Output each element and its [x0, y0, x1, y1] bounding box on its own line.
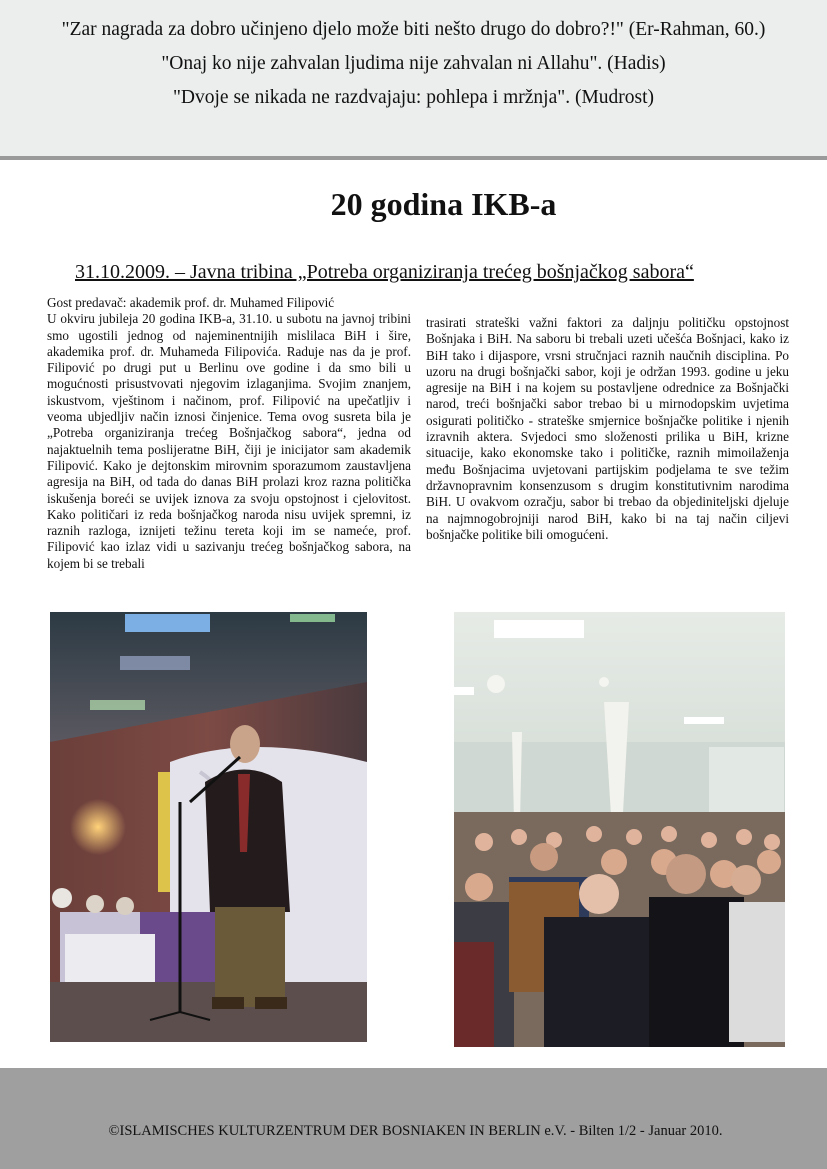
- footer-copyright: ©ISLAMISCHES KULTURZENTRUM DER BOSNIAKEN IN BERLIN e.V. - Bilten 1/2 - Januar 2010.: [108, 1123, 723, 1139]
- article-column-left: [47, 295, 411, 572]
- guest-speaker-line: Gost predavač: akademik prof. dr. Muhamed Filipović: [47, 295, 335, 310]
- speaker-photo: [50, 612, 367, 1042]
- audience-photo-image: [454, 612, 785, 1047]
- quote-quran: "Zar nagrada za dobro učinjeno djelo može biti nešto drugo do dobro?!" (Er-Rahman, 60.): [61, 19, 766, 40]
- audience-photo: [454, 612, 785, 1047]
- quote-hadith: "Onaj ko nije zahvalan ljudima nije zahvalan ni Allahu". (Hadis): [161, 53, 666, 74]
- article-text-right: trasirati strateški važni faktori za daljnju političku opstojnost Bošnjaka i BiH. Na saboru bi trebali uzeti učešća Bošnjaci, kako iz BiH tako i dijaspore, vrsni stručnjaci raznih naučnih disciplina. Po uzoru na drugi bošnjački sabor, koji je održan 1993. godine u jeku agresije na BiH i na kojem su postavljene odrednice za Bošnjački narod, treći bošnjački sabor trebao bi u mirnodopskim uvjetima osigurati političko - strateške smjernice bošnjačke politike i njenih izravnih aktera. Svjedoci smo složenosti prilika u BiH, krizne situacije, kako ekonomske tako i političke, raznih mimoilaženja među Bošnjacima uvjetovani partijskim podjelama te sve težim državnopravnim konsenzusom s drugim konstitutivnim narodima BiH. U ovakvom ozračju, sabor bi trebao da objediniteljski djeluje na najmnogobrojniji narod BiH, kako bi na taj način ciljevi bošnjačke politike bili omogućeni.: [426, 315, 789, 542]
- speaker-photo-image: [50, 612, 367, 1042]
- page-title: 20 godina IKB-a: [330, 186, 557, 222]
- article-column-right: [426, 315, 789, 543]
- article-text-left: U okviru jubileja 20 godina IKB-a, 31.10. u subotu na javnoj tribini smo ugostili jednog od najeminentnijih mislilaca BiH i šire, akademika prof. dr. Muhameda Filipovića. Raduje nas da je prof. Filipović po drugi put u Berlinu ove godine i da smo bili u mogućnosti prisustvovati njegovim izlaganjima. Svojim znanjem, iskustvom, vještinom i načinom, prof. Filipović na upečatljiv i veoma ubjedljiv način iznosi činjenice. Tema ovog susreta bila je „Potreba organiziranja trećeg Bošnjačkog sabora“, jedna od najaktuelnih tema poslijeratne BiH, čiji je inicijator sam akademik Filipović. Kako je dejtonskim mirovnim sporazumom zaustavljena agresija na BiH, od tada do danas BiH prolazi kroz razna politička iskušenja boreći se uvijek iznova za svoju opstojnost i cjelovitost. Kako političari iz reda bošnjačkog naroda nisu uvijek spremni, iz raznih razloga, iznijeti težinu tereta koji im se nameće, prof. Filipović kao izlaz vidi u sazivanju trećeg bošnjačkog sabora, na kojem bi se trebali: [47, 311, 411, 571]
- header-band: [0, 0, 827, 160]
- quote-wisdom: "Dvoje se nikada ne razdvajaju: pohlepa i mržnja". (Mudrost): [172, 87, 655, 108]
- article-subtitle: 31.10.2009. – Javna tribina „Potreba organiziranja trećeg bošnjačkog sabora“: [75, 261, 694, 283]
- footer-band: [0, 1068, 827, 1169]
